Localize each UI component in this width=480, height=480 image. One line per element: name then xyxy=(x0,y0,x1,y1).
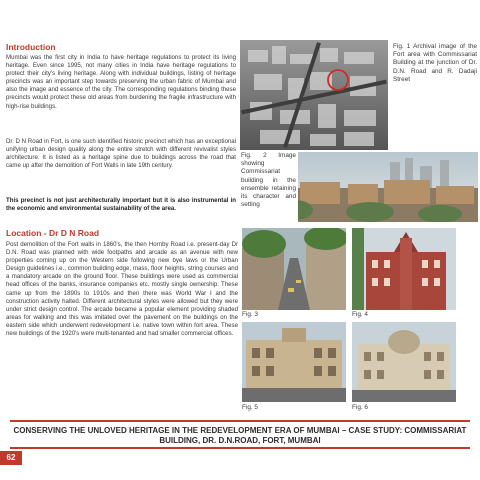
fig4-label: Fig. 4 xyxy=(352,311,368,318)
fig5-building-photo xyxy=(242,322,346,402)
footer-rule-bottom xyxy=(10,447,470,449)
intro-paragraph-2: Dr. D N Road in Fort, is one such identified historic precinct which has an exceptional unifying urban design quality along the entire stretch with different revivalist styles architecture. It is listed as a heritage spine due to buildings across the road that came up after the demolition of Fort Walls in late 19th century. xyxy=(6,138,236,170)
fig3-street-photo xyxy=(242,228,346,310)
fig2-caption: Fig. 2 Image showing Commissariat building in the ensemble retaining its character and setting xyxy=(241,152,296,209)
fig1-aerial-photo xyxy=(240,40,388,150)
fig3-label: Fig. 3 xyxy=(242,311,258,318)
footer-rule-top xyxy=(10,420,470,422)
footer-title: CONSERVING THE UNLOVED HERITAGE IN THE REDEVELOPMENT ERA OF MUMBAI – CASE STUDY: COMMISSARIAT BUILDING, DR. D.N.ROAD, FORT, MUMBAI xyxy=(13,426,467,445)
location-heading: Location - Dr D N Road xyxy=(6,228,100,238)
intro-heading: Introduction xyxy=(6,42,56,52)
fig4-building-photo xyxy=(352,228,456,310)
fig5-label: Fig. 5 xyxy=(242,404,258,411)
intro-paragraph-1: Mumbai was the first city in India to have heritage regulations to protect its living heritage. Even since 1995, not many cities in India have heritage regulations to protect their city's living heritage. Along with individual buildings, listing of heritage precincts was an important step towards preserving the urban fabric of Mumbai and also the image and essence of the city. The corresponding regulations binding these precincts would protect these old areas from burdening the fragile infrastructure with high-rise buildings. xyxy=(6,54,236,110)
fig6-label: Fig. 6 xyxy=(352,404,368,411)
location-paragraph: Post demolition of the Fort walls in 1860's, the then Hornby Road i.e. present-day Dr D.N. Road was planned with wide footpaths and arcade as an avenue with new properties coming up on the Western side following new bye laws or the Urban Design guidelines i.e., common building edge, mass, floor heights, string courses and a mandatory arcade on the ground floor. These buildings were used as commercial head offices of the banks, insurance companies etc. mostly single ownership. These came up from the 1890s to 1910s and then there was World War I and the construction activity halted. Different architectural styles were allowed but they were under strict design control. The arcade became a popular element providing shaded areas for walking and this was imitated over the pavement on the buildings on the eastern side which underwent redevelopment i.e. native town within fort area. These new buildings of the 1920's were multi-tenanted and had smaller commercial offices. xyxy=(6,241,238,338)
fig6-building-photo xyxy=(352,322,456,402)
page-number: 62 xyxy=(0,451,22,465)
fig1-caption: Fig. 1 Archival image of the Fort area with Commissariat Building at the junction of Dr. D.N. Road and R. Dadaji Street xyxy=(393,43,477,83)
intro-paragraph-3: This precinct is not just architecturally important but it is also instrumental in the economic and environmental sustainability of the area. xyxy=(6,197,236,213)
